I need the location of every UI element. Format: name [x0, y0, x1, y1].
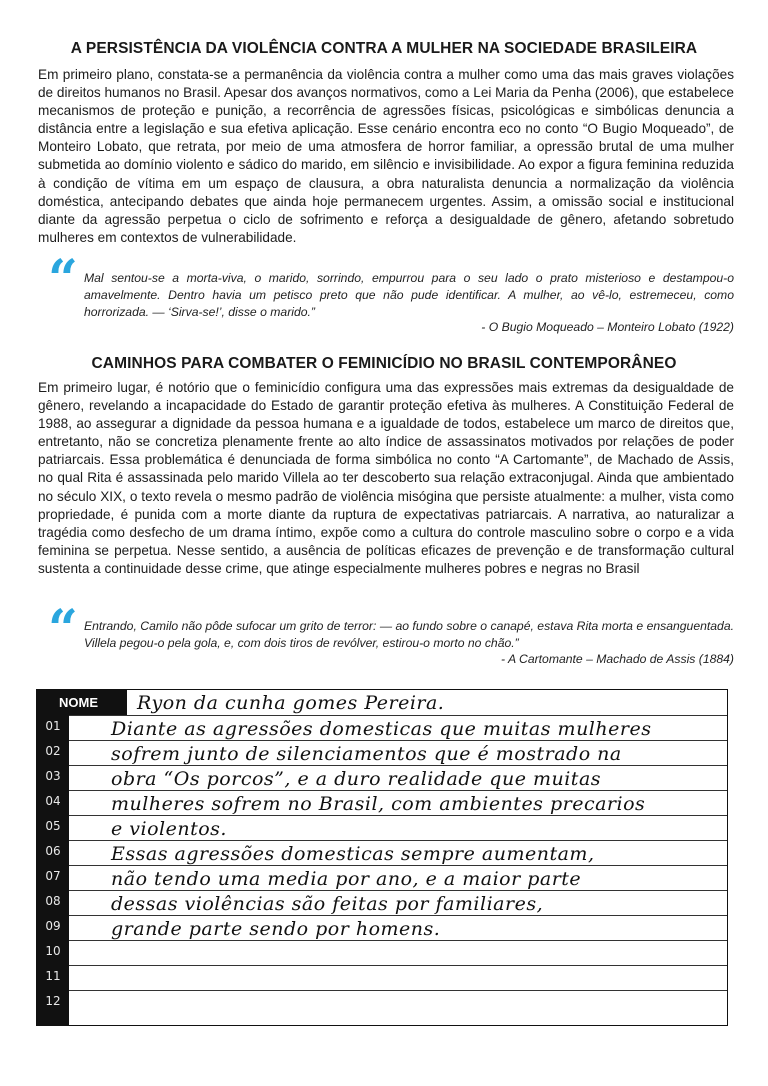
- ruled-line: [69, 815, 727, 816]
- line-number: 10: [45, 944, 61, 958]
- answer-line[interactable]: não tendo uma media por ano, e a maior parte: [111, 868, 582, 890]
- line-number: 07: [45, 869, 61, 883]
- name-label: NOME: [37, 690, 127, 715]
- answer-line[interactable]: e violentos.: [111, 818, 227, 840]
- section2-title: CAMINHOS PARA COMBATER O FEMINICÍDIO NO BRASIL CONTEMPORÂNEO: [91, 355, 677, 372]
- ruled-line: [69, 965, 727, 966]
- student-name[interactable]: Ryon da cunha gomes Pereira.: [137, 692, 445, 714]
- ruled-line: [69, 940, 727, 941]
- section1-paragraph: Em primeiro plano, constata-se a permanência da violência contra a mulher como uma das mais graves violações de direitos humanos no Brasil. Apesar dos avanços normativos, como a Lei Maria da Penha (2006), que estabelece mecanismos de proteção e punição, a recorrência de agressões físicas, psicológicas e simbólicas denuncia a distância entre a legislação e sua efetiva aplicação. Esse cenário encontra eco no conto “O Bugio Moqueado”, de Monteiro Lobato, que retrata, por meio de uma atmosfera de horror familiar, a opressão brutal de uma mulher submetida ao domínio violento e sádico do marido, em silêncio e invisibilidade. Ao expor a figura feminina reduzida à condição de vítima em um espaço de clausura, a obra naturalista denuncia a normalização da violência doméstica, antecipando debates que ainda hoje permanecem urgentes. Assim, a omissão social e institucional diante da agressão perpetua o ciclo de sofrimento e reforça a desigualdade de gênero, afetando sobretudo mulheres em contextos de vulnerabilidade.: [38, 67, 734, 245]
- answer-line[interactable]: obra “Os porcos”, e a duro realidade que muitas: [111, 768, 602, 790]
- line-number: 11: [45, 969, 61, 983]
- ruled-line: [69, 890, 727, 891]
- section2-paragraph: Em primeiro lugar, é notório que o feminicídio configura uma das expressões mais extremas da desigualdade de gênero, revelando a incapacidade do Estado de garantir proteção efetiva às mulheres. A Constituição Federal de 1988, ao assegurar a dignidade da pessoa humana e a igualdade de todos, estabelece um marco de direitos que, entretanto, não se concretiza plenamente frente ao alto índice de assassinatos motivados por relações de poder patriarcais. Essa problemática é denunciada de forma simbólica no conto “A Cartomante”, de Machado de Assis, no qual Rita é assassinada pelo marido Villela ao ter descoberto sua relação extraconjugal. Ainda que ambientado no século XIX, o texto revela o mesmo padrão de violência misógina que persiste atualmente: a mulher, vista como propriedade, é punida com a morte diante da ruptura de expectativas patriarcais. A narrativa, ao naturalizar a tragédia como desfecho de um drama íntimo, expõe como a cultura do controle masculino sobre o corpo e a vida feminina se perpetua. Nesse sentido, a ausência de políticas eficazes de prevenção e de transformação cultural sustenta a continuidade desse crime, que atinge especialmente mulheres pobres e negras no Brasil: [38, 380, 734, 576]
- ruled-line: [69, 865, 727, 866]
- section2-citation: - A Cartomante – Machado de Assis (1884): [500, 652, 734, 666]
- answer-line[interactable]: sofrem junto de silenciamentos que é mostrado na: [111, 743, 622, 765]
- ruled-line: [69, 990, 727, 991]
- section1-citation: - O Bugio Moqueado – Monteiro Lobato (1922): [481, 320, 734, 334]
- ruled-line: [69, 915, 727, 916]
- answer-line[interactable]: Diante as agressões domesticas que muitas mulheres: [111, 718, 652, 740]
- line-number: 03: [45, 769, 61, 783]
- quote-mark-icon: “: [48, 249, 78, 310]
- line-number: 05: [45, 819, 61, 833]
- line-number: 02: [45, 744, 61, 758]
- answer-sheet: [36, 689, 728, 1026]
- answer-line[interactable]: grande parte sendo por homens.: [111, 918, 441, 940]
- ruled-line: [69, 840, 727, 841]
- ruled-line: [69, 715, 727, 716]
- line-number: 06: [45, 844, 61, 858]
- section1-quote: Mal sentou-se a morta-viva, o marido, sorrindo, empurrou para o seu lado o prato misterioso e destampou-o amavelmente. Dentro havia um petisco preto que não pude identificar. A mulher, ao vê-lo, estremeceu, como horrorizada. — ‘Sirva-se!’, disse o marido.”: [84, 271, 734, 319]
- line-number: 01: [45, 719, 61, 733]
- answer-line[interactable]: mulheres sofrem no Brasil, com ambientes precarios: [111, 793, 646, 815]
- ruled-line: [69, 765, 727, 766]
- ruled-line: [69, 740, 727, 741]
- answer-line[interactable]: Essas agressões domesticas sempre aumentam,: [111, 843, 595, 865]
- answer-line[interactable]: dessas violências são feitas por familiares,: [111, 893, 544, 915]
- section2-quote: Entrando, Camilo não pôde sufocar um grito de terror: — ao fundo sobre o canapé, estava Rita morta e ensanguentada. Villela pegou-o pela gola, e, com dois tiros de revólver, estirou-o morto no chão.”: [84, 619, 734, 650]
- line-number: 12: [45, 994, 61, 1008]
- ruled-line: [69, 790, 727, 791]
- section1-title: A PERSISTÊNCIA DA VIOLÊNCIA CONTRA A MULHER NA SOCIEDADE BRASILEIRA: [70, 40, 698, 57]
- line-number: 04: [45, 794, 61, 808]
- line-number: 09: [45, 919, 61, 933]
- quote-mark-icon: “: [48, 599, 78, 660]
- line-number: 08: [45, 894, 61, 908]
